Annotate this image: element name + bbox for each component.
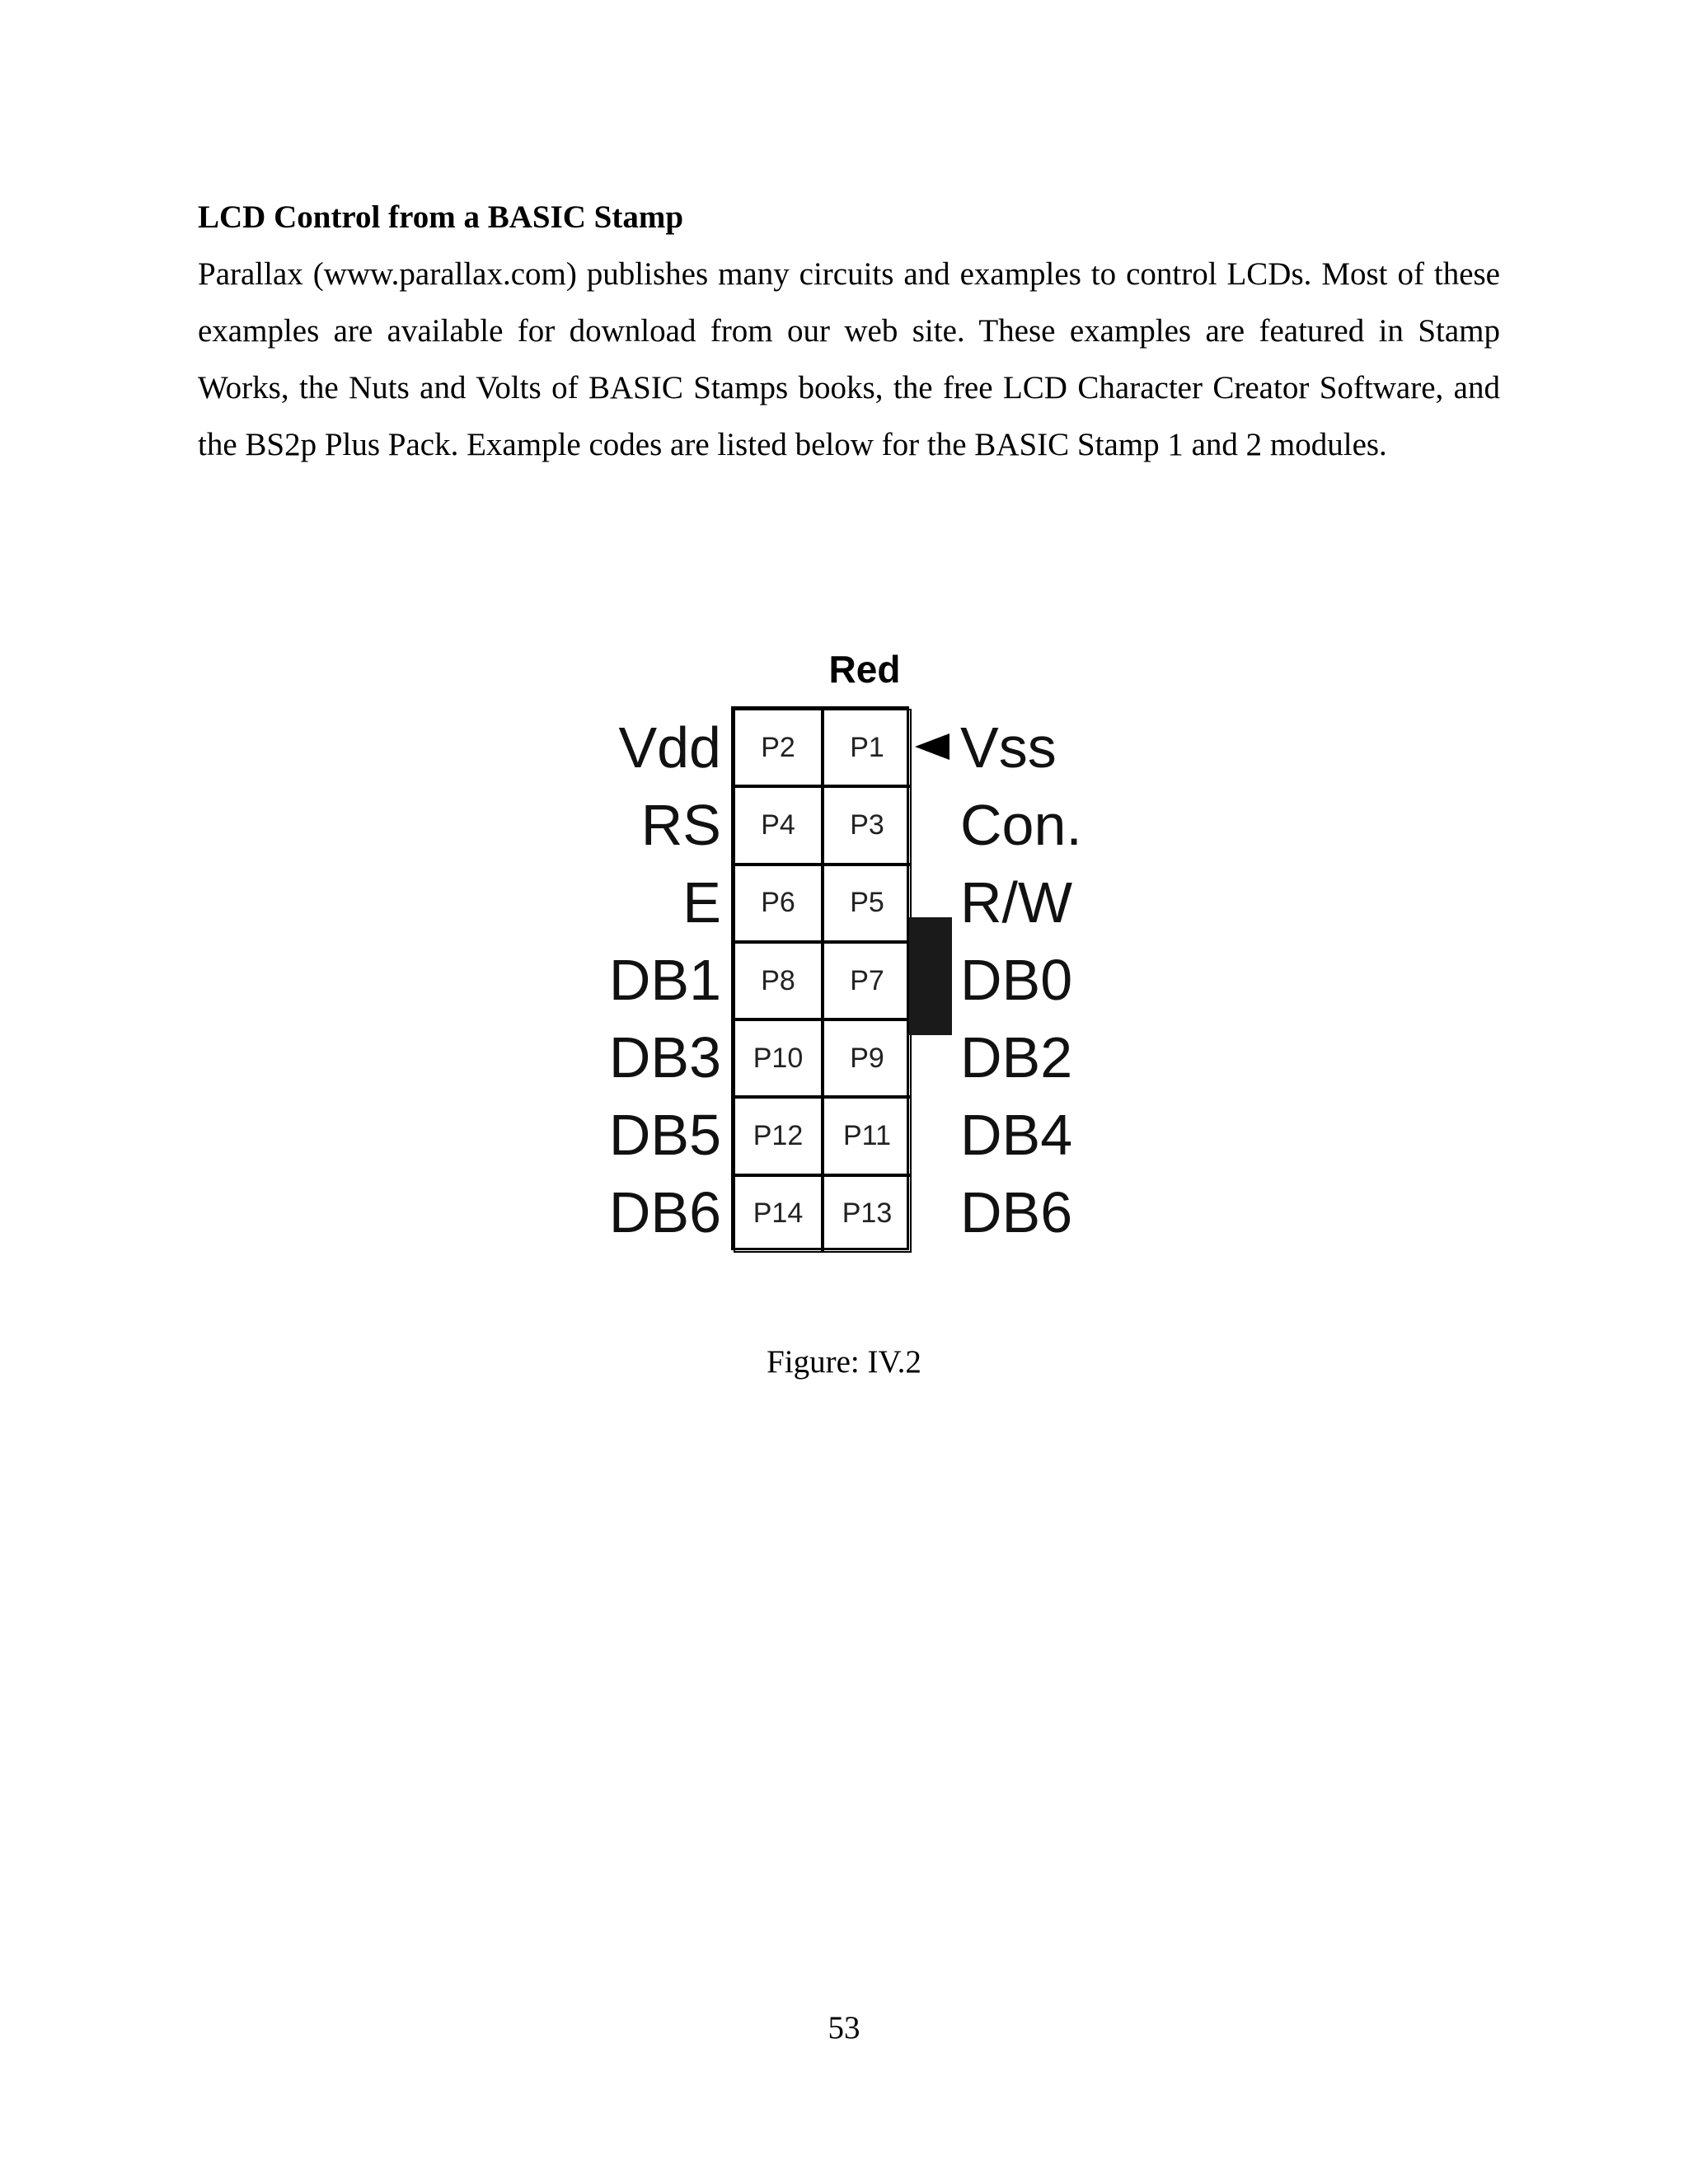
pin-cell: P11 (823, 1097, 912, 1174)
figure-title: Red (828, 648, 901, 691)
right-signal-label: Vss (960, 715, 1057, 780)
right-signal-label: DB0 (960, 948, 1073, 1012)
right-signal-label: DB6 (960, 1180, 1073, 1244)
pin-cell: P6 (734, 865, 823, 942)
pin-cell: P7 (823, 942, 912, 1019)
lcd-pinout-figure (540, 639, 1117, 1265)
connector-key (909, 917, 952, 1035)
pin-cell: P12 (734, 1097, 823, 1174)
pin-cell: P5 (823, 865, 912, 942)
right-signal-label: R/W (960, 870, 1073, 935)
pin-cell: P2 (734, 709, 823, 786)
right-signal-label: DB4 (960, 1103, 1073, 1167)
pin-cell: P13 (823, 1175, 912, 1253)
page-number: 53 (828, 2010, 860, 2046)
left-signal-label: DB1 (608, 948, 721, 1012)
pin-grid (731, 706, 909, 1250)
left-signal-label: E (682, 870, 721, 935)
pin-cell: P4 (734, 786, 823, 864)
left-signal-label: DB6 (608, 1180, 721, 1244)
right-signal-label: Con. (960, 793, 1082, 857)
pin1-arrow-icon (915, 733, 950, 760)
figure-caption: Figure: IV.2 (767, 1344, 921, 1380)
pin-cell: P9 (823, 1019, 912, 1097)
left-signal-label: Vdd (618, 715, 721, 780)
right-signal-label: DB2 (960, 1025, 1073, 1090)
pin-cell: P10 (734, 1019, 823, 1097)
pin-cell: P1 (823, 709, 912, 786)
pin-cell: P14 (734, 1175, 823, 1253)
section-heading: LCD Control from a BASIC Stamp (198, 199, 684, 235)
left-signal-label: RS (640, 793, 721, 857)
pin-cell: P8 (734, 942, 823, 1019)
pin-cell: P3 (823, 786, 912, 864)
body-paragraph: Parallax (www.parallax.com) publishes many circuits and examples to control LCDs. Most of these examples are available for download from our web site. These examples are featured in Stamp Works, the Nuts and Volts of BASIC Stamps books, the free LCD Character Creator Software, and the BS2p Plus Pack. Example codes are listed below for the BASIC Stamp 1 and 2 modules. (198, 256, 1500, 462)
left-signal-label: DB5 (608, 1103, 721, 1167)
left-signal-label: DB3 (608, 1025, 721, 1090)
